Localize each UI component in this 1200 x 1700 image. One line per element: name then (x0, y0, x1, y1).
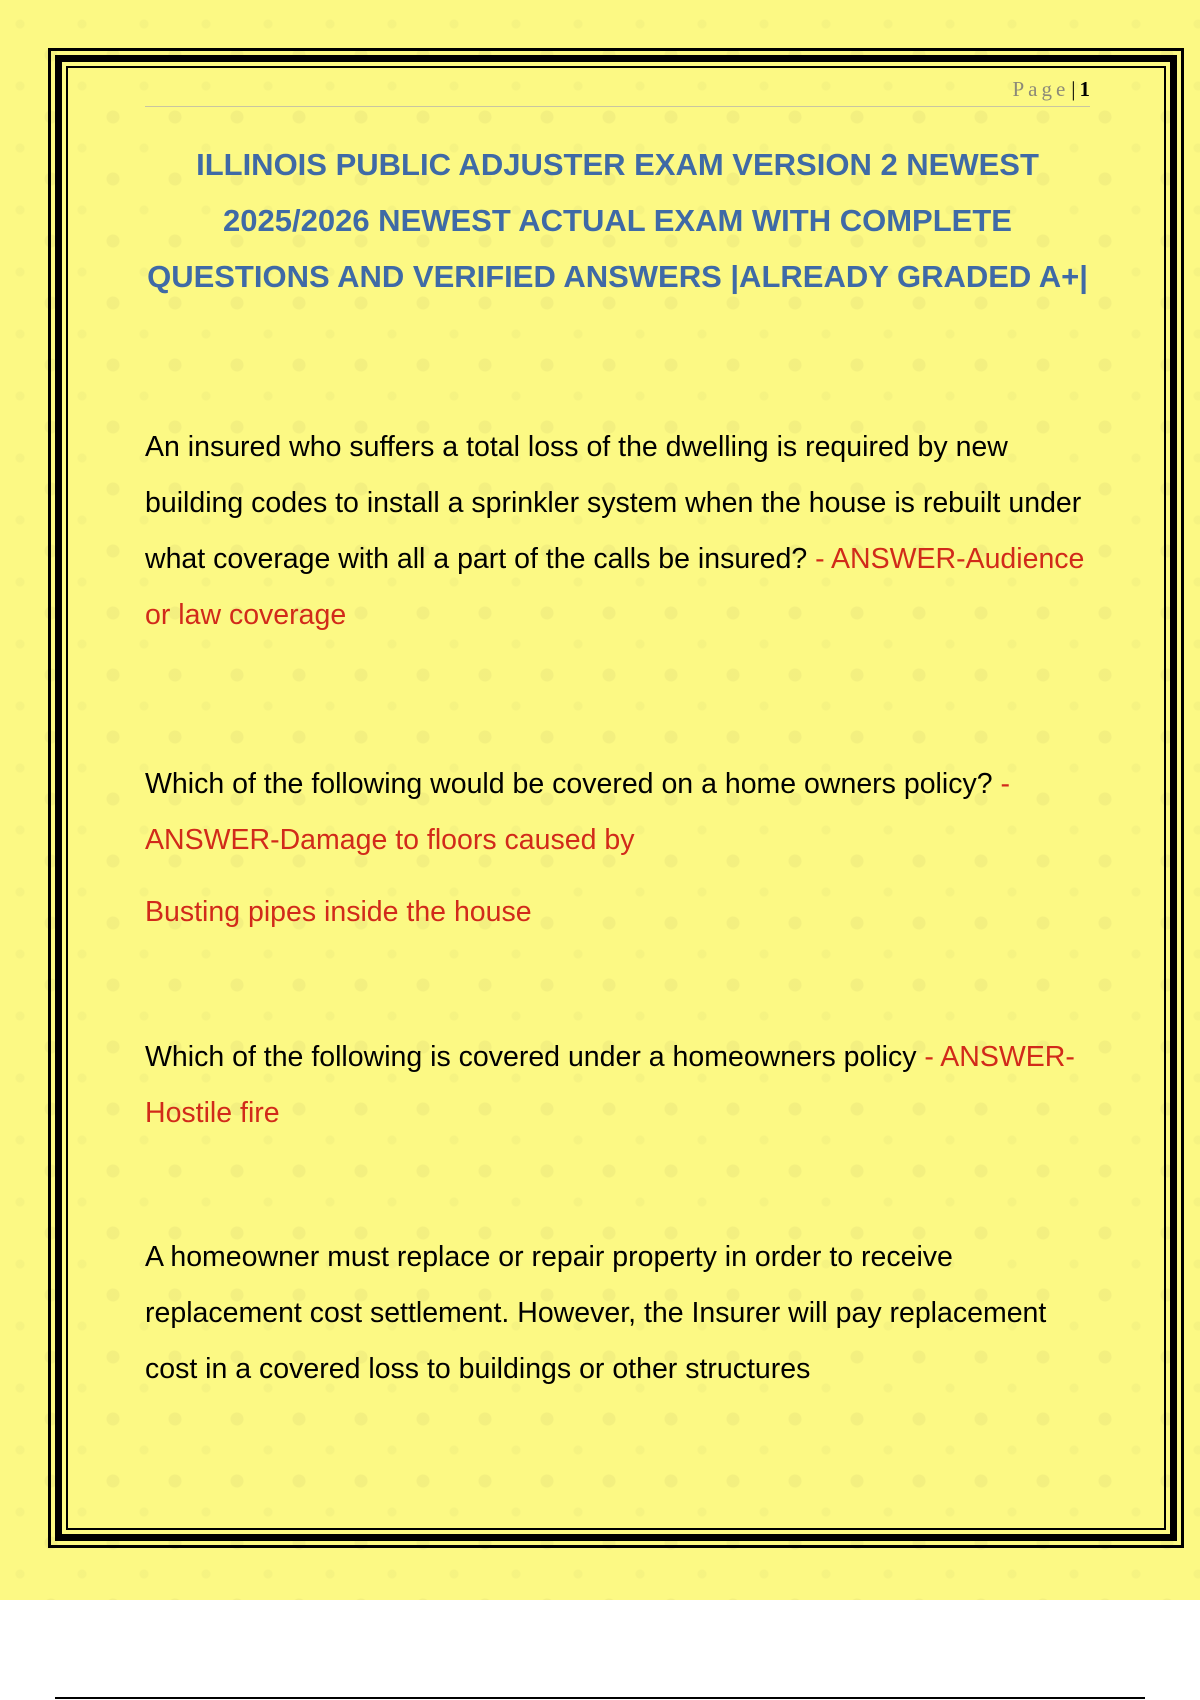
page-number: 1 (1079, 77, 1090, 101)
question-text: A homeowner must replace or repair property in order to receive replacement cost settlement. However, the Insurer will pay replacement cost in a covered loss to buildings or other structures (145, 1241, 1047, 1385)
next-page-divider (55, 1697, 1145, 1699)
page-label: Page (1012, 77, 1070, 101)
answer-text: - ANSWER-Audience or law coverage (145, 543, 1085, 631)
document-title: ILLINOIS PUBLIC ADJUSTER EXAM VERSION 2 NEWEST 2025/2026 NEWEST ACTUAL EXAM WITH COMPLETE QUESTIONS AND VERIFIED ANSWERS |ALREADY GRADED A+| (147, 147, 1088, 294)
question-text: Which of the following is covered under a homeowners policy (145, 1041, 917, 1073)
qa-item (145, 419, 1090, 643)
qa-item (145, 756, 1090, 940)
page-header (145, 72, 1090, 107)
answer-text: - ANSWER-Hostile fire (145, 1041, 1075, 1129)
question-text: An insured who suffers a total loss of the dwelling is required by new building codes to install a sprinkler system when the house is rebuilt under what coverage with all a part of the calls be insured? (145, 431, 1082, 575)
page-separator: | (1071, 77, 1076, 101)
answer-text: - ANSWER-Damage to floors caused by (145, 768, 1010, 856)
answer-continued-text: Busting pipes inside the house (145, 896, 532, 928)
qa-item (145, 1229, 1090, 1397)
question-text: Which of the following would be covered on a home owners policy? (145, 768, 993, 800)
qa-item (145, 1029, 1090, 1141)
